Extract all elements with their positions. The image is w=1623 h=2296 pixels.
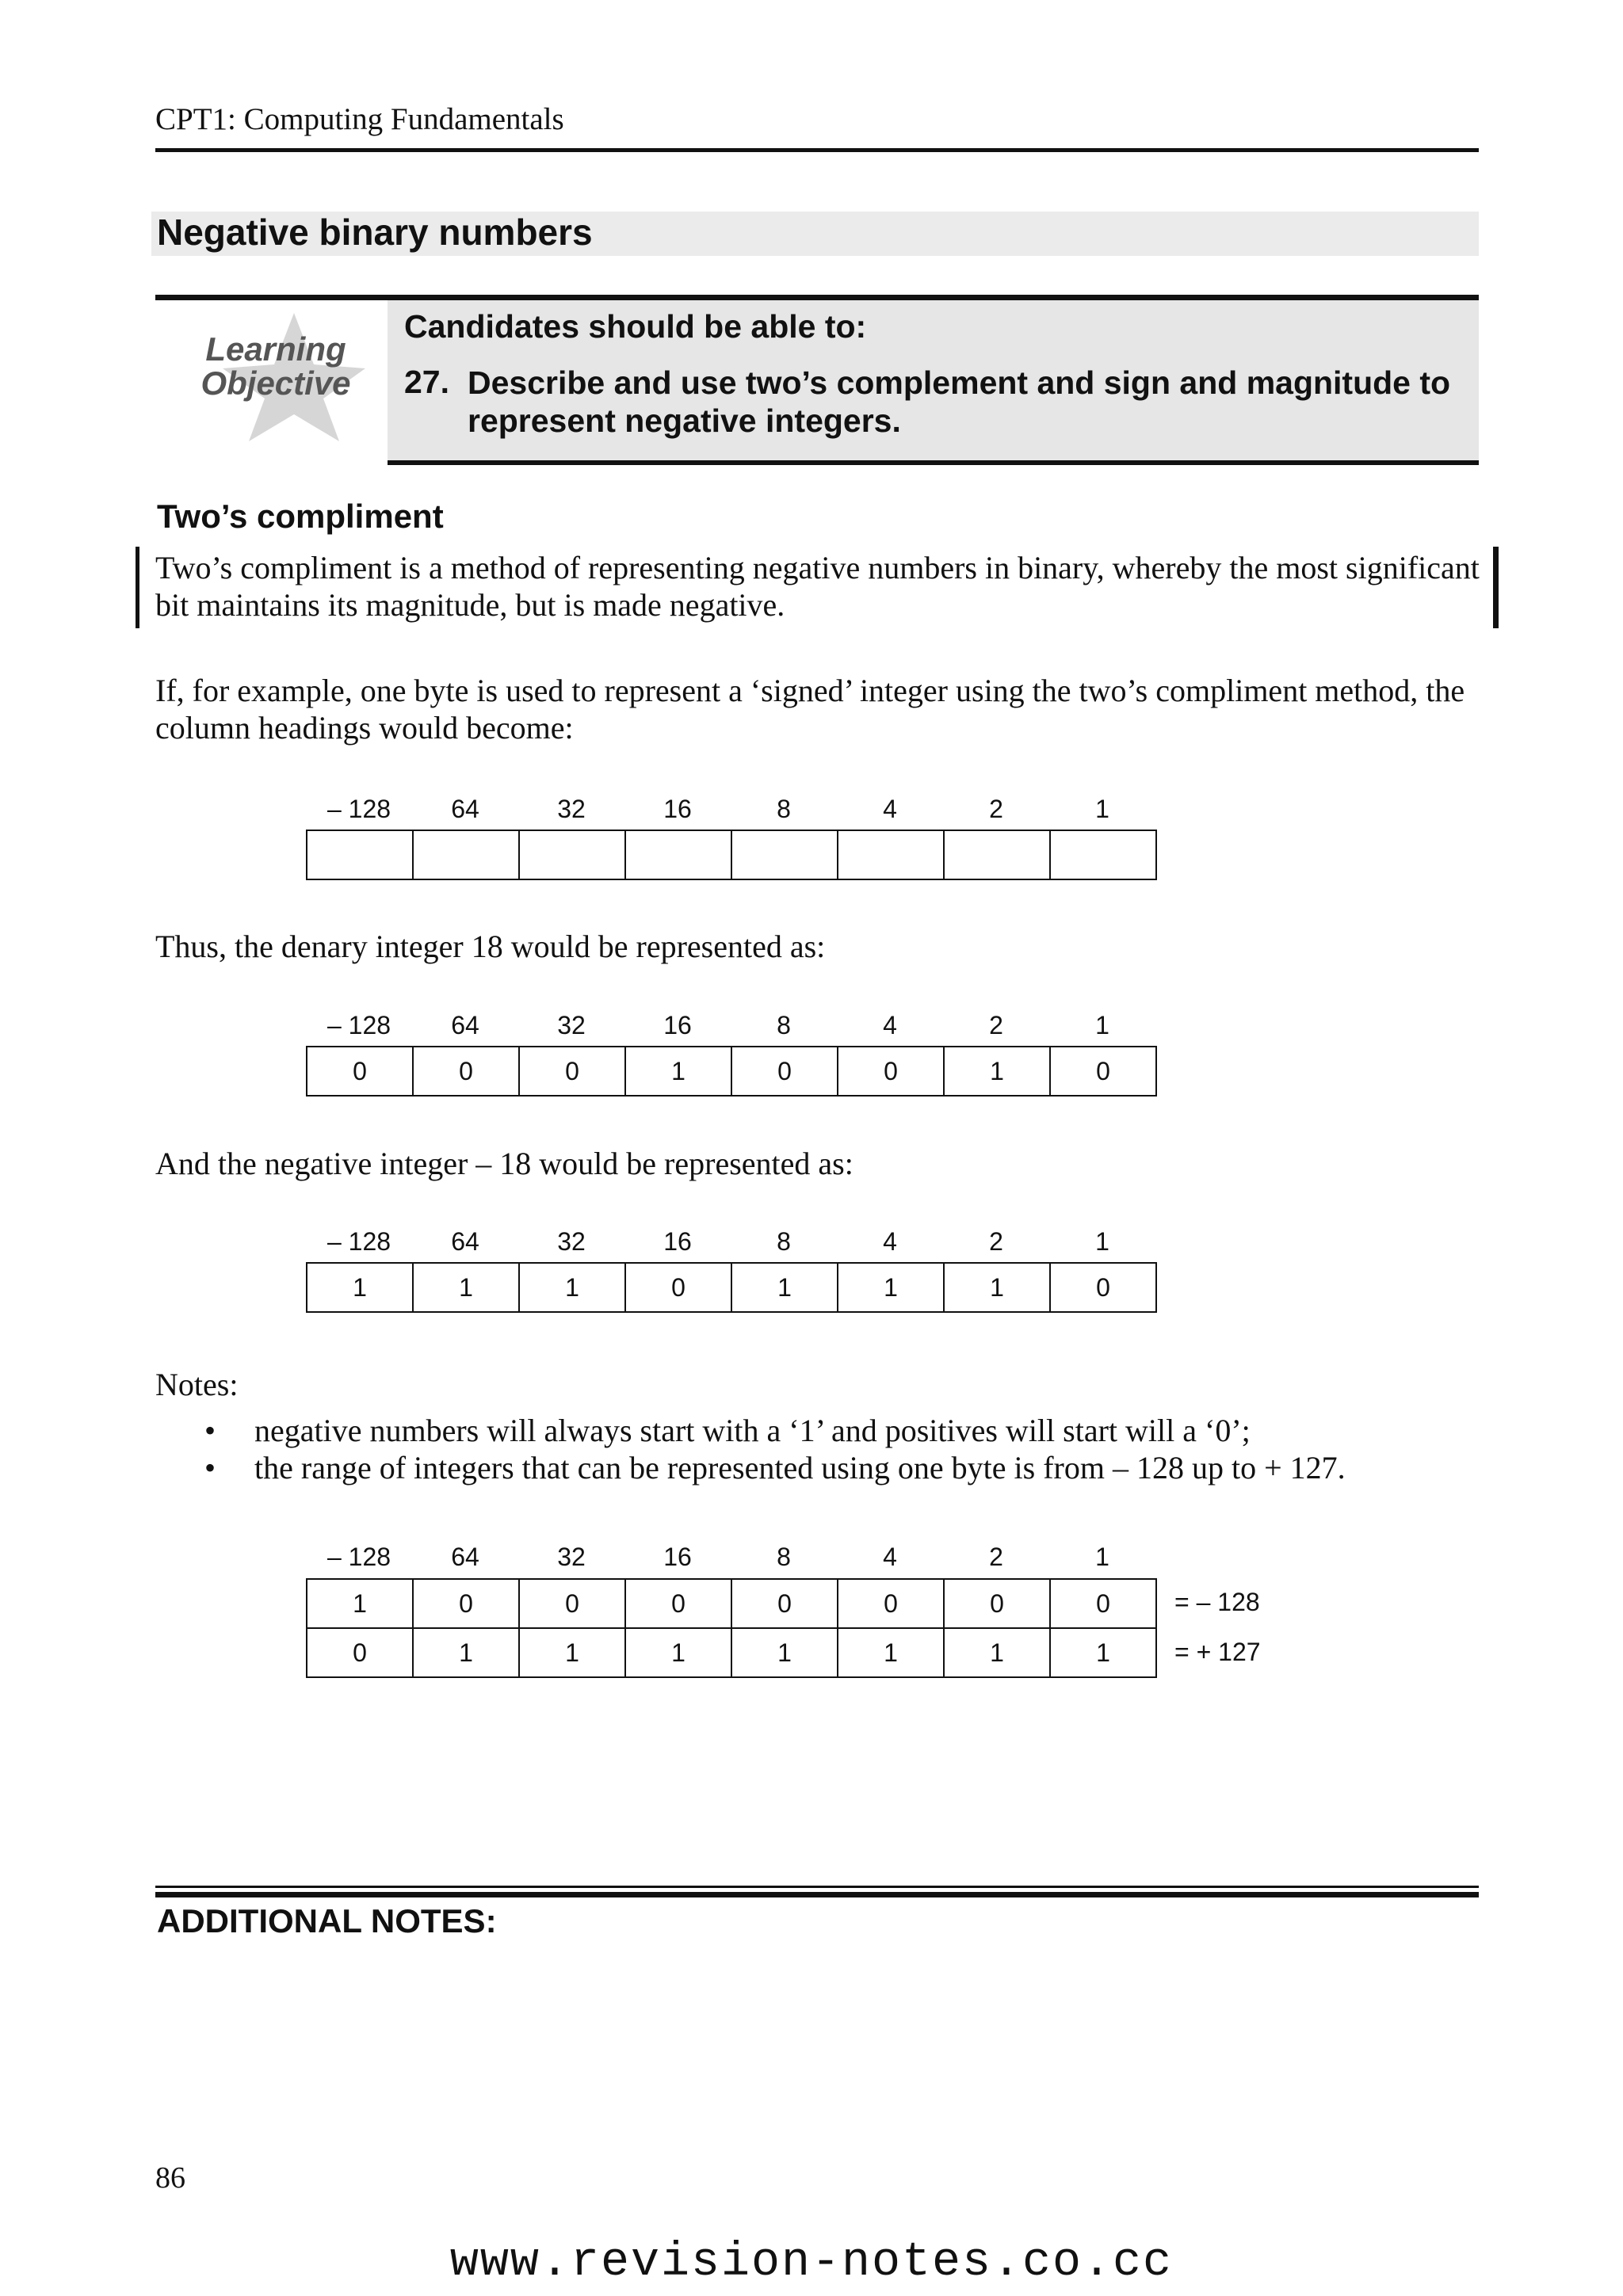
column-heading: 4 — [883, 1011, 897, 1039]
column-heading: 64 — [451, 795, 479, 823]
column-heading: 1 — [1095, 1543, 1109, 1571]
column-headings — [306, 1543, 1178, 1577]
bit-cell: 0 — [624, 1262, 731, 1313]
header-rule — [155, 148, 1479, 152]
change-bar-right — [1493, 547, 1499, 628]
column-heading: 2 — [989, 1011, 1003, 1039]
column-heading: 64 — [451, 1011, 479, 1039]
column-heading: 1 — [1095, 1011, 1109, 1039]
note-bullet-2: the range of integers that can be represented using one byte is from – 128 up to + 127. — [254, 1450, 1346, 1486]
column-heading: 1 — [1095, 795, 1109, 823]
bit-cell: 0 — [306, 1046, 412, 1097]
bit-cell: 1 — [837, 1627, 943, 1678]
bit-table-min-value — [306, 1578, 1157, 1627]
footer-url: www.revision-notes.co.cc — [449, 2236, 1174, 2290]
column-heading: 4 — [883, 795, 897, 823]
subsection-title: Two’s compliment — [157, 498, 444, 535]
bit-cell: 1 — [518, 1262, 624, 1313]
bullet-icon: • — [204, 1450, 216, 1486]
column-heading: 2 — [989, 1227, 1003, 1256]
min-value-label: = – 128 — [1174, 1588, 1260, 1616]
column-heading: 16 — [663, 1227, 692, 1256]
column-heading: 2 — [989, 795, 1003, 823]
column-heading: 1 — [1095, 1227, 1109, 1256]
notes-label: Notes: — [155, 1367, 239, 1402]
column-heading: 8 — [777, 1011, 791, 1039]
bit-cell: 0 — [837, 1578, 943, 1629]
column-heading: 64 — [451, 1227, 479, 1256]
bit-cell: 1 — [306, 1262, 412, 1313]
definition-paragraph: Two’s compliment is a method of representing negative numbers in binary, whereby the most significant bit maintains its magnitude, but is made negative. — [155, 550, 1480, 623]
column-heading: 4 — [883, 1543, 897, 1571]
running-head: CPT1: Computing Fundamentals — [155, 102, 564, 136]
objective-bottom-rule — [388, 460, 1479, 465]
bit-cell: 0 — [837, 1046, 943, 1097]
column-heading: 32 — [557, 1011, 586, 1039]
bit-table-empty — [306, 830, 1157, 878]
bit-cell: 0 — [412, 1578, 518, 1629]
bit-cell: 0 — [306, 1627, 412, 1678]
bit-cell: 0 — [1049, 1578, 1157, 1629]
bit-cell: 0 — [943, 1578, 1049, 1629]
logo-text-objective: Objective — [200, 364, 351, 402]
section-title: Negative binary numbers — [157, 212, 593, 253]
bit-cell: 1 — [1049, 1627, 1157, 1678]
column-heading: 8 — [777, 795, 791, 823]
column-heading: 8 — [777, 1227, 791, 1256]
negative-example-text: And the negative integer – 18 would be represented as: — [155, 1146, 854, 1181]
learning-objective-logo — [187, 305, 369, 444]
bit-cell: 1 — [624, 1627, 731, 1678]
objective-intro: Candidates should be able to: — [404, 308, 867, 345]
bit-cell: 1 — [518, 1627, 624, 1678]
column-heading: – 128 — [327, 795, 391, 823]
example-paragraph: If, for example, one byte is used to represent a ‘signed’ integer using the two’s compliment method, the column headings would become: — [155, 673, 1465, 746]
bit-cell: 0 — [731, 1046, 837, 1097]
bit-table-max-value — [306, 1627, 1157, 1676]
bit-cell — [837, 830, 943, 880]
bit-cell: 0 — [731, 1578, 837, 1629]
bit-cell: 1 — [306, 1578, 412, 1629]
max-value-label: = + 127 — [1174, 1638, 1261, 1666]
positive-example-text: Thus, the denary integer 18 would be represented as: — [155, 929, 826, 964]
column-heading: 16 — [663, 795, 692, 823]
note-bullet-1: negative numbers will always start with a ‘1’ and positives will start will a ‘0’; — [254, 1413, 1251, 1448]
additional-notes-rule-thin — [155, 1886, 1479, 1888]
bit-cell: 1 — [837, 1262, 943, 1313]
column-heading: 16 — [663, 1543, 692, 1571]
column-headings — [306, 1227, 1178, 1262]
bullet-icon: • — [204, 1413, 216, 1448]
bit-cell: 1 — [624, 1046, 731, 1097]
objective-number: 27. — [404, 364, 449, 400]
bit-cell — [943, 830, 1049, 880]
column-heading: 32 — [557, 795, 586, 823]
bit-cell: 0 — [518, 1578, 624, 1629]
column-heading: 32 — [557, 1543, 586, 1571]
bit-cell — [1049, 830, 1157, 880]
logo-text-learning: Learning — [205, 330, 346, 368]
column-headings — [306, 795, 1178, 830]
bit-cell: 0 — [1049, 1262, 1157, 1313]
bit-table-negative-18 — [306, 1262, 1157, 1310]
additional-notes-rule-thick — [155, 1892, 1479, 1897]
bit-cell: 1 — [731, 1627, 837, 1678]
column-heading: – 128 — [327, 1543, 391, 1571]
bit-cell: 1 — [943, 1262, 1049, 1313]
bit-cell: 1 — [412, 1262, 518, 1313]
bit-cell — [731, 830, 837, 880]
bit-table-positive-18 — [306, 1046, 1157, 1094]
change-bar-left — [136, 547, 139, 628]
additional-notes-title: ADDITIONAL NOTES: — [157, 1902, 497, 1939]
bit-cell: 1 — [731, 1262, 837, 1313]
bit-cell: 0 — [1049, 1046, 1157, 1097]
bit-cell — [306, 830, 412, 880]
page-number: 86 — [155, 2161, 185, 2195]
column-heading: 4 — [883, 1227, 897, 1256]
column-heading: 16 — [663, 1011, 692, 1039]
column-headings — [306, 1011, 1178, 1046]
column-heading: 2 — [989, 1543, 1003, 1571]
objective-text: Describe and use two’s complement and sign and magnitude to represent negative integers. — [468, 364, 1451, 439]
objective-top-rule — [155, 295, 1479, 300]
column-heading: 32 — [557, 1227, 586, 1256]
bit-cell: 1 — [943, 1046, 1049, 1097]
bit-cell: 0 — [624, 1578, 731, 1629]
column-heading: – 128 — [327, 1227, 391, 1256]
bit-cell — [624, 830, 731, 880]
column-heading: – 128 — [327, 1011, 391, 1039]
column-heading: 64 — [451, 1543, 479, 1571]
bit-cell: 0 — [518, 1046, 624, 1097]
bit-cell: 1 — [943, 1627, 1049, 1678]
bit-cell — [412, 830, 518, 880]
bit-cell: 1 — [412, 1627, 518, 1678]
column-heading: 8 — [777, 1543, 791, 1571]
bit-cell: 0 — [412, 1046, 518, 1097]
bit-cell — [518, 830, 624, 880]
